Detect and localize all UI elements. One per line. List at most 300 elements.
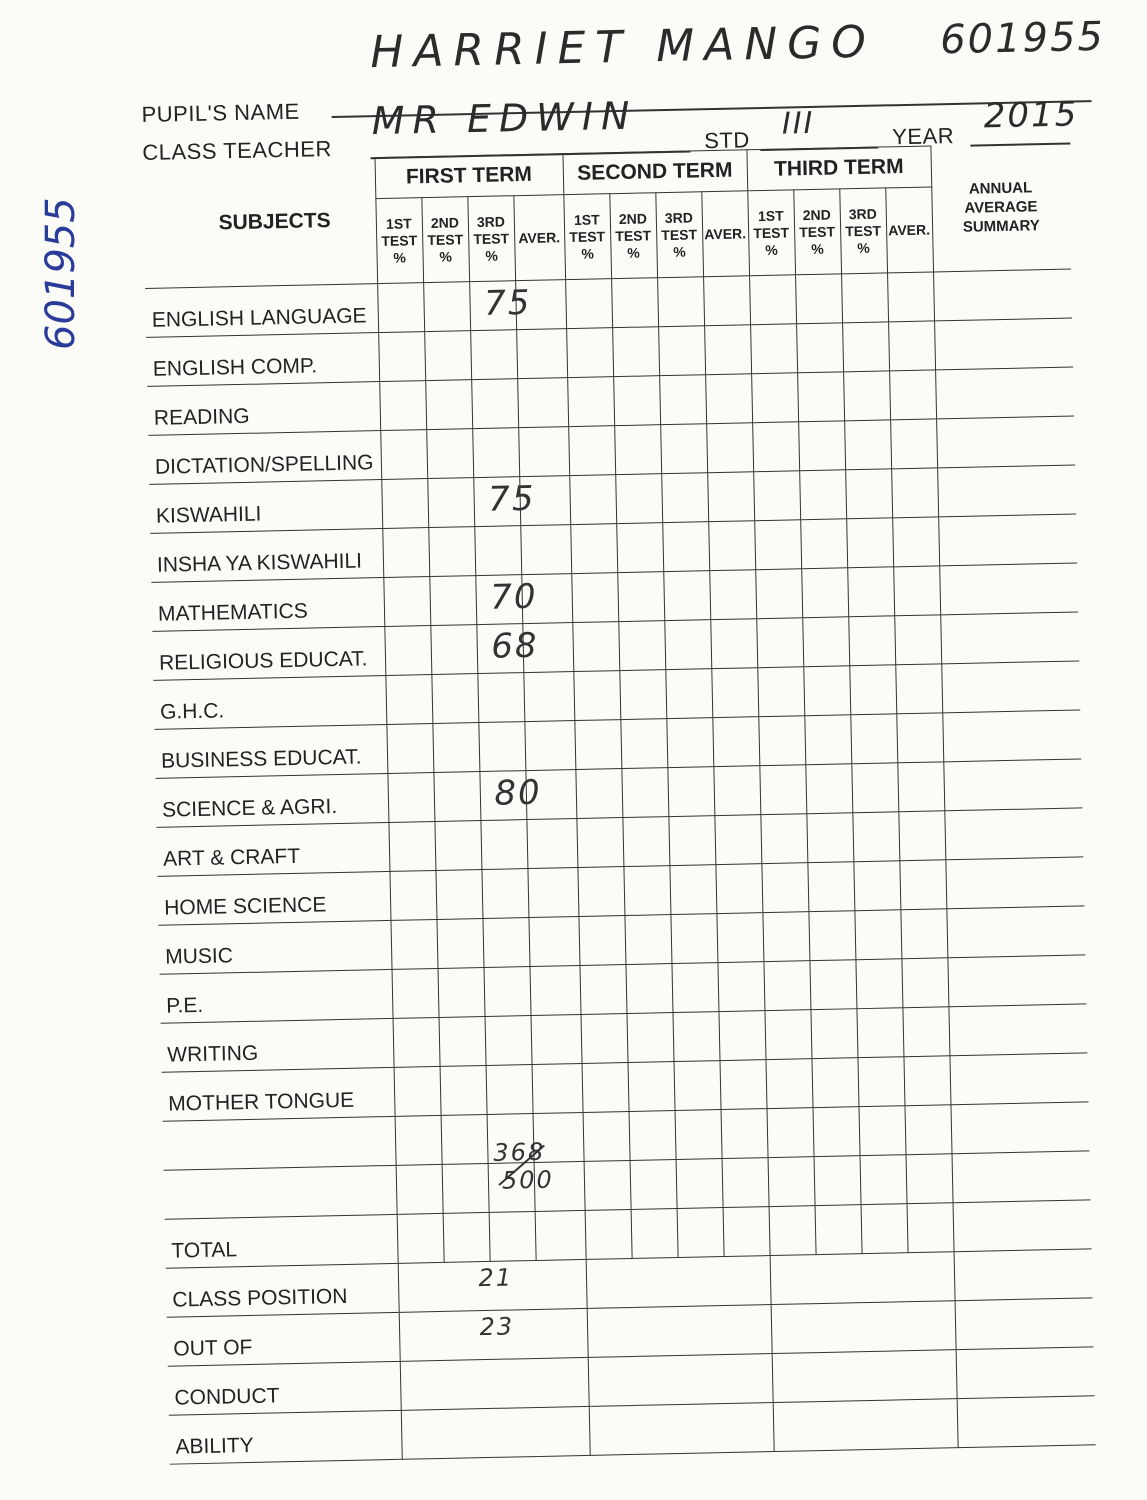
mark-cell[interactable]: [797, 372, 844, 422]
mark-cell[interactable]: [438, 968, 485, 1018]
annual-cell[interactable]: [952, 1151, 1091, 1203]
total-cell[interactable]: [443, 1212, 490, 1262]
summary-annual-cell[interactable]: [957, 1396, 1096, 1448]
mark-cell[interactable]: [844, 420, 891, 470]
mark-cell[interactable]: [846, 518, 893, 568]
col-header-line: 2ND: [802, 206, 831, 223]
mark-cell[interactable]: [439, 1016, 486, 1066]
mark-cell[interactable]: [481, 869, 528, 919]
mark-cell[interactable]: [710, 619, 757, 669]
mark-cell[interactable]: [582, 1063, 629, 1113]
total-cell[interactable]: [769, 1206, 816, 1256]
mark-cell[interactable]: [389, 870, 436, 920]
summary-term-cell[interactable]: [773, 1399, 958, 1452]
total-cell[interactable]: [397, 1213, 444, 1263]
mark-cell[interactable]: [757, 667, 804, 717]
mark-cell[interactable]: [807, 862, 854, 912]
mark-cell[interactable]: [576, 818, 623, 868]
mark-cell[interactable]: [486, 1065, 533, 1115]
mark-cell[interactable]: [662, 522, 709, 572]
mark-cell[interactable]: [434, 821, 481, 871]
mark-cell[interactable]: [472, 428, 519, 478]
mark-cell[interactable]: [796, 323, 843, 373]
mark-cell[interactable]: [612, 327, 659, 377]
mark-cell[interactable]: [762, 912, 809, 962]
mark-cell[interactable]: [471, 379, 518, 429]
mark-cell[interactable]: [763, 961, 810, 1011]
mark-cell[interactable]: [619, 670, 666, 720]
summary-label: CLASS POSITION: [166, 1263, 399, 1317]
mark-cell[interactable]: [393, 1017, 440, 1067]
mark-cell[interactable]: [721, 1109, 768, 1159]
mark-cell[interactable]: [431, 674, 478, 724]
summary-term-cell[interactable]: [398, 1259, 587, 1312]
col-header-line: AVER.: [518, 228, 561, 246]
mark-cell[interactable]: [704, 325, 751, 375]
subject-name: MOTHER TONGUE: [162, 1067, 395, 1121]
mark-cell[interactable]: [518, 427, 569, 477]
mark-cell[interactable]: [578, 916, 625, 966]
mark-cell[interactable]: [890, 419, 937, 469]
mark-cell[interactable]: [899, 860, 946, 910]
mark-cell[interactable]: [436, 919, 483, 969]
total-cell[interactable]: [489, 1211, 536, 1261]
mark-cell[interactable]: [752, 422, 799, 472]
mark-cell[interactable]: [531, 1014, 582, 1064]
mark-cell[interactable]: [845, 469, 892, 519]
summary-term-cell[interactable]: [770, 1252, 955, 1305]
mark-cell[interactable]: [442, 1163, 489, 1213]
mark-cell[interactable]: [581, 1014, 628, 1064]
subject-name: SCIENCE & AGRI.: [155, 773, 388, 827]
mark-cell[interactable]: [429, 576, 476, 626]
mark-cell[interactable]: [716, 913, 763, 963]
mark-cell[interactable]: [390, 919, 437, 969]
mark-cell[interactable]: [473, 477, 536, 527]
mark-cell[interactable]: [855, 959, 902, 1009]
mark-cell[interactable]: [843, 371, 890, 421]
mark-cell[interactable]: [892, 517, 939, 567]
mark-cell[interactable]: [392, 968, 439, 1018]
mark-cell[interactable]: [714, 815, 761, 865]
mark-cell[interactable]: [382, 528, 429, 578]
mark-cell[interactable]: [853, 861, 900, 911]
mark-cell[interactable]: [517, 378, 568, 428]
mark-cell[interactable]: [423, 282, 470, 332]
mark-cell[interactable]: [753, 471, 800, 521]
annual-cell[interactable]: [944, 808, 1083, 860]
mark-cell[interactable]: [712, 717, 759, 767]
annual-cell[interactable]: [946, 906, 1085, 958]
summary-term-cell[interactable]: [401, 1406, 590, 1459]
mark-cell[interactable]: [665, 669, 712, 719]
mark-cell[interactable]: [705, 374, 752, 424]
mark-cell[interactable]: [759, 765, 806, 815]
mark-cell[interactable]: [529, 965, 580, 1015]
annual-line-2: AVERAGE: [964, 197, 1038, 217]
mark-cell[interactable]: [616, 523, 663, 573]
col-header-line: %: [627, 244, 640, 261]
total-annual-cell[interactable]: [953, 1200, 1092, 1252]
mark-cell[interactable]: [614, 425, 661, 475]
mark-cell[interactable]: [577, 867, 624, 917]
annual-cell[interactable]: [934, 318, 1073, 370]
mark-cell[interactable]: [435, 870, 482, 920]
mark-cell[interactable]: [667, 767, 714, 817]
mark-cell[interactable]: [760, 814, 807, 864]
mark-cell[interactable]: [432, 723, 479, 773]
col-header-line: AVER.: [888, 220, 931, 238]
subject-name: DICTATION/SPELLING: [148, 431, 381, 485]
mark-cell[interactable]: [477, 673, 524, 723]
mark-cell[interactable]: [906, 1154, 953, 1204]
mark-cell[interactable]: [803, 666, 850, 716]
mark-cell[interactable]: [424, 331, 471, 381]
total-label: TOTAL: [165, 1214, 398, 1268]
mark-cell[interactable]: [893, 566, 940, 616]
mark-cell[interactable]: [661, 473, 708, 523]
mark-cell[interactable]: [755, 569, 802, 619]
mark-cell[interactable]: [572, 622, 619, 672]
annual-cell[interactable]: [943, 759, 1082, 811]
mark-cell[interactable]: [623, 866, 670, 916]
mark-cell[interactable]: [628, 1062, 675, 1112]
col-header-line: 2ND: [430, 213, 460, 231]
total-cell[interactable]: [631, 1209, 678, 1259]
summary-value: 21: [478, 1263, 514, 1293]
mark-cell[interactable]: [663, 571, 710, 621]
mark-cell[interactable]: [756, 618, 803, 668]
mark-cell[interactable]: [524, 721, 575, 771]
mark-cell[interactable]: [813, 1107, 860, 1157]
summary-term-cell[interactable]: [399, 1308, 588, 1361]
mark-cell[interactable]: [895, 664, 942, 714]
mark-cell[interactable]: [854, 910, 901, 960]
mark-cell[interactable]: [903, 1056, 950, 1106]
annual-cell[interactable]: [942, 710, 1081, 762]
mark-cell[interactable]: [527, 868, 578, 918]
mark-cell[interactable]: [706, 423, 753, 473]
mark-cell[interactable]: [571, 573, 618, 623]
summary-annual-cell[interactable]: [956, 1347, 1095, 1399]
mark-cell[interactable]: [658, 326, 705, 376]
mark-cell[interactable]: [480, 820, 527, 870]
mark-cell[interactable]: [674, 1061, 721, 1111]
mark-cell[interactable]: [904, 1105, 951, 1155]
annual-cell[interactable]: [935, 367, 1074, 419]
mark-cell[interactable]: [613, 376, 660, 426]
mark-cell[interactable]: [671, 963, 718, 1013]
annual-cell[interactable]: [949, 1053, 1088, 1105]
mark-cell[interactable]: [426, 429, 473, 479]
col-header-line: TEST: [473, 229, 510, 247]
annual-cell[interactable]: [938, 514, 1077, 566]
mark-cell[interactable]: [566, 328, 613, 378]
mark-cell[interactable]: [380, 430, 427, 480]
mark-cell[interactable]: [897, 762, 944, 812]
term-3-col-3-header: [839, 188, 887, 274]
mark-cell[interactable]: [388, 822, 435, 872]
mark-cell[interactable]: [440, 1065, 487, 1115]
mark-cell[interactable]: [708, 521, 755, 571]
mark-cell[interactable]: [799, 470, 846, 520]
mark-cell[interactable]: [523, 672, 574, 722]
mark-cell[interactable]: [842, 322, 889, 372]
mark-cell[interactable]: [526, 819, 577, 869]
mark-cell[interactable]: [891, 468, 938, 518]
total-cell[interactable]: [907, 1203, 954, 1253]
mark-cell[interactable]: [802, 617, 849, 667]
mark-cell[interactable]: [720, 1060, 767, 1110]
mark-cell[interactable]: [383, 577, 430, 627]
mark-cell[interactable]: [894, 615, 941, 665]
mark-cell[interactable]: [381, 479, 428, 529]
mark-cell[interactable]: [575, 769, 622, 819]
mark-cell[interactable]: [841, 273, 888, 323]
term-1-col-3-header: [467, 196, 515, 282]
summary-annual-cell[interactable]: [954, 1249, 1093, 1301]
mark-cell[interactable]: [668, 816, 715, 866]
annual-cell[interactable]: [933, 269, 1072, 321]
mark-cell[interactable]: [804, 715, 851, 765]
mark-cell[interactable]: [569, 475, 616, 525]
mark-cell[interactable]: [520, 525, 571, 575]
mark-cell[interactable]: [630, 1160, 677, 1210]
mark-cell[interactable]: [814, 1156, 861, 1206]
mark-cell[interactable]: [847, 567, 894, 617]
annual-cell[interactable]: [950, 1102, 1089, 1154]
mark-cell[interactable]: [611, 278, 658, 328]
mark-cell[interactable]: [761, 863, 808, 913]
mark-cell[interactable]: [574, 720, 621, 770]
mark-cell[interactable]: [707, 472, 754, 522]
mark-cell[interactable]: [887, 272, 934, 322]
col-header-line: TEST: [799, 222, 836, 240]
mark-cell[interactable]: [888, 321, 935, 371]
mark-cell[interactable]: [749, 275, 796, 325]
mark-cell[interactable]: [583, 1112, 630, 1162]
annual-cell[interactable]: [945, 857, 1084, 909]
mark-cell[interactable]: [703, 276, 750, 326]
mark-cell[interactable]: [378, 332, 425, 382]
mark-cell[interactable]: [379, 381, 426, 431]
mark-cell[interactable]: [476, 624, 539, 674]
mark-cell[interactable]: [516, 329, 567, 379]
mark-cell[interactable]: [809, 960, 856, 1010]
total-cell[interactable]: [535, 1210, 586, 1260]
mark-cell[interactable]: [532, 1063, 583, 1113]
summary-term-cell[interactable]: [587, 1305, 772, 1358]
mark-cell[interactable]: [901, 958, 948, 1008]
col-header-line: TEST: [569, 227, 606, 245]
term-2-col-2-header: [609, 193, 657, 279]
mark-cell[interactable]: [441, 1114, 488, 1164]
mark-cell[interactable]: [387, 773, 434, 823]
mark-cell[interactable]: [660, 424, 707, 474]
mark-cell[interactable]: [850, 714, 897, 764]
summary-label: CONDUCT: [168, 1361, 401, 1415]
mark-cell[interactable]: [579, 965, 626, 1015]
mark-cell[interactable]: [805, 764, 852, 814]
mark-cell[interactable]: [800, 519, 847, 569]
mark-cell[interactable]: [810, 1009, 857, 1059]
mark-cell[interactable]: [768, 1157, 815, 1207]
total-fraction-top: 368: [493, 1137, 546, 1167]
mark-cell[interactable]: [584, 1160, 631, 1210]
mark-cell[interactable]: [474, 526, 521, 576]
col-header-line: 2ND: [618, 209, 648, 227]
mark-cell[interactable]: [715, 864, 762, 914]
mark-cell[interactable]: [485, 1016, 532, 1066]
mark-cell[interactable]: [765, 1059, 812, 1109]
mark-cell[interactable]: [849, 665, 896, 715]
mark-cell[interactable]: [889, 370, 936, 420]
mark-cell[interactable]: [482, 918, 529, 968]
mark-cell[interactable]: [669, 865, 716, 915]
subject-mark: 75: [483, 282, 532, 324]
mark-cell[interactable]: [396, 1164, 443, 1214]
summary-term-cell[interactable]: [586, 1256, 771, 1309]
mark-cell[interactable]: [856, 1008, 903, 1058]
mark-cell[interactable]: [711, 668, 758, 718]
mark-cell[interactable]: [811, 1058, 858, 1108]
mark-cell[interactable]: [709, 570, 756, 620]
mark-cell[interactable]: [570, 524, 617, 574]
mark-cell[interactable]: [384, 626, 431, 676]
mark-cell[interactable]: [808, 911, 855, 961]
total-cell[interactable]: [861, 1204, 908, 1254]
mark-cell[interactable]: [676, 1159, 723, 1209]
total-fraction-bottom: 500: [501, 1165, 555, 1195]
mark-cell[interactable]: [428, 527, 475, 577]
mark-cell[interactable]: [478, 722, 525, 772]
mark-cell[interactable]: [395, 1115, 442, 1165]
mark-cell[interactable]: [657, 277, 704, 327]
mark-cell[interactable]: [722, 1158, 769, 1208]
mark-cell[interactable]: [483, 967, 530, 1017]
mark-cell[interactable]: [717, 962, 764, 1012]
mark-cell[interactable]: [672, 1012, 719, 1062]
mark-cell[interactable]: [858, 1106, 905, 1156]
mark-cell[interactable]: [806, 813, 853, 863]
annual-cell[interactable]: [937, 465, 1076, 517]
mark-cell[interactable]: [767, 1108, 814, 1158]
mark-cell[interactable]: [479, 771, 543, 821]
mark-cell[interactable]: [625, 964, 672, 1014]
mark-cell[interactable]: [666, 718, 713, 768]
mark-cell[interactable]: [394, 1066, 441, 1116]
summary-term-cell[interactable]: [589, 1403, 774, 1456]
summary-rows: [166, 1249, 1096, 1464]
mark-cell[interactable]: [795, 274, 842, 324]
mark-cell[interactable]: [896, 713, 943, 763]
summary-term-cell[interactable]: [400, 1357, 589, 1410]
mark-cell[interactable]: [900, 909, 947, 959]
mark-cell[interactable]: [902, 1007, 949, 1057]
mark-cell[interactable]: [848, 616, 895, 666]
mark-cell[interactable]: [626, 1013, 673, 1063]
mark-cell[interactable]: [567, 377, 614, 427]
mark-cell[interactable]: [425, 380, 472, 430]
mark-cell[interactable]: [470, 330, 517, 380]
total-cell[interactable]: [677, 1208, 724, 1258]
mark-cell[interactable]: [764, 1010, 811, 1060]
mark-cell[interactable]: [898, 811, 945, 861]
annual-cell[interactable]: [947, 955, 1086, 1007]
mark-cell[interactable]: [469, 281, 532, 331]
mark-cell[interactable]: [377, 283, 424, 333]
mark-cell[interactable]: [573, 671, 620, 721]
annual-cell[interactable]: [936, 416, 1075, 468]
mark-cell[interactable]: [750, 324, 797, 374]
mark-cell[interactable]: [801, 568, 848, 618]
total-cell[interactable]: [815, 1205, 862, 1255]
annual-cell[interactable]: [941, 661, 1080, 713]
mark-cell[interactable]: [754, 520, 801, 570]
mark-cell[interactable]: [385, 675, 432, 725]
mark-cell[interactable]: [475, 575, 538, 625]
subject-name: ENGLISH COMP.: [146, 333, 379, 387]
summary-term-cell[interactable]: [772, 1350, 957, 1403]
mark-cell[interactable]: [568, 426, 615, 476]
summary-label: ABILITY: [169, 1410, 402, 1464]
summary-term-cell[interactable]: [771, 1301, 956, 1354]
mark-cell[interactable]: [751, 373, 798, 423]
mark-cell[interactable]: [621, 768, 668, 818]
total-cell[interactable]: [585, 1209, 632, 1259]
mark-cell[interactable]: [758, 716, 805, 766]
mark-cell[interactable]: [664, 620, 711, 670]
subject-mark: 68: [490, 625, 539, 667]
annual-cell[interactable]: [940, 612, 1079, 664]
mark-cell[interactable]: [624, 915, 671, 965]
mark-cell[interactable]: [427, 478, 474, 528]
mark-cell[interactable]: [857, 1057, 904, 1107]
mark-cell[interactable]: [659, 375, 706, 425]
mark-cell[interactable]: [798, 421, 845, 471]
mark-cell[interactable]: [430, 625, 477, 675]
std-label: STD: [703, 127, 750, 154]
mark-cell[interactable]: [565, 279, 612, 329]
mark-cell[interactable]: [620, 719, 667, 769]
mark-cell[interactable]: [851, 763, 898, 813]
mark-cell[interactable]: [615, 474, 662, 524]
mark-cell[interactable]: [852, 812, 899, 862]
summary-label: OUT OF: [167, 1312, 400, 1366]
mark-cell[interactable]: [386, 724, 433, 774]
term-3-col-2-header: [793, 189, 841, 275]
mark-cell[interactable]: [675, 1110, 722, 1160]
summary-term-cell[interactable]: [588, 1354, 773, 1407]
mark-cell[interactable]: [617, 572, 664, 622]
col-header-line: %: [581, 245, 594, 262]
summary-annual-cell[interactable]: [955, 1298, 1094, 1350]
mark-cell[interactable]: [860, 1155, 907, 1205]
mark-cell[interactable]: [718, 1011, 765, 1061]
mark-cell[interactable]: [618, 621, 665, 671]
annual-cell[interactable]: [939, 563, 1078, 615]
mark-cell[interactable]: [528, 917, 579, 967]
term-1-col-1-header: [375, 198, 423, 284]
mark-cell[interactable]: [713, 766, 760, 816]
annual-cell[interactable]: [948, 1004, 1087, 1056]
report-sheet: [140, 13, 1140, 1460]
mark-cell[interactable]: [622, 817, 669, 867]
total-cell[interactable]: [723, 1207, 770, 1257]
mark-cell[interactable]: [670, 914, 717, 964]
mark-cell[interactable]: [629, 1111, 676, 1161]
mark-cell[interactable]: [433, 772, 480, 822]
